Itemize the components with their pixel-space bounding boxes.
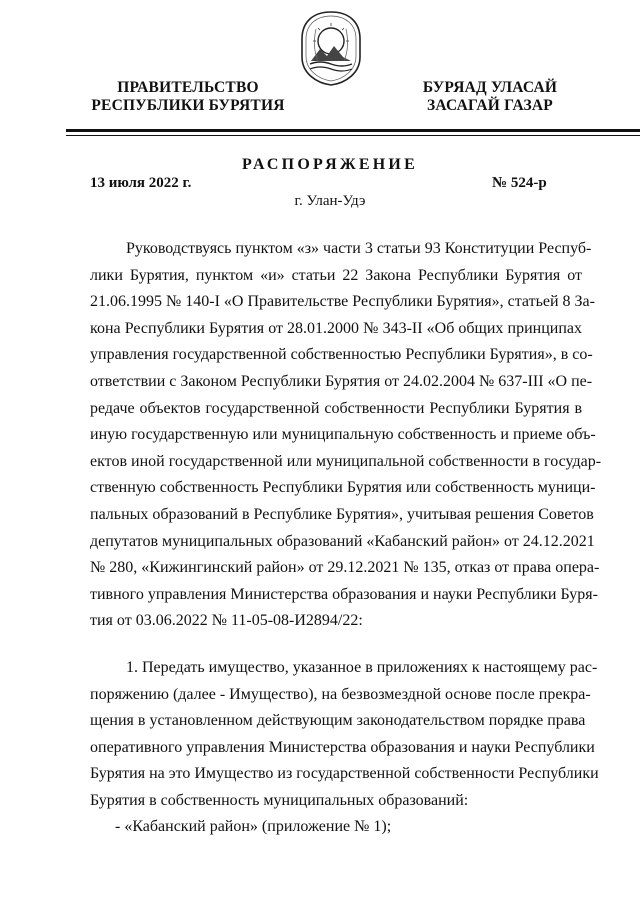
text-line: Бурятия в собственность муниципальных образований: — [90, 791, 469, 809]
text-line: управления государственной собственностью Республики Бурятия», в со- — [90, 346, 593, 364]
government-name-buryat — [400, 79, 580, 115]
org-line: БУРЯАД УЛАСАЙ — [422, 79, 558, 96]
text-line: тия от 03.06.2022 № 11-05-08-И2894/22: — [90, 612, 363, 630]
text-line: тивного управления Министерства образования и науки Республики Буря- — [90, 585, 598, 603]
text-line: иную государственную или муниципальную собственность и приеме объ- — [90, 426, 596, 444]
text-line: кона Республики Бурятия от 28.01.2000 № 343-II «Об общих принципах — [90, 319, 582, 337]
text-line: оперативного управления Министерства образования и науки Республики — [90, 738, 595, 756]
text-line: 1. Передать имущество, указанное в приложениях к настоящему рас- — [126, 659, 598, 676]
document-city: г. Улан-Удэ — [294, 193, 366, 209]
text-line: поряжению (далее - Имущество), на безвозмездной основе после прекра- — [90, 685, 591, 703]
government-name-russian — [88, 79, 288, 115]
header-divider-thick — [66, 129, 640, 132]
clause-1-paragraph — [90, 655, 599, 815]
text-line: 21.06.1995 № 140-I «О Правительстве Республики Бурятия», статьей 8 За- — [90, 293, 595, 311]
list-item: - «Кабанский район» (приложение № 1); — [115, 818, 392, 835]
org-line: РЕСПУБЛИКИ БУРЯТИЯ — [91, 97, 285, 114]
text-line: пальных образований в Республике Бурятия», учитывая решения Советов — [90, 505, 594, 523]
document-date: 13 июля 2022 г. — [90, 175, 192, 191]
document-type: РАСПОРЯЖЕНИЕ — [242, 156, 418, 173]
text-line: ответствии с Законом Республики Бурятия от 24.02.2004 № 637-III «О пе- — [90, 372, 593, 390]
text-line: лики Бурятия, пунктом «и» статьи 22 Закона Республики Бурятия от — [90, 266, 582, 284]
text-line: Руководствуясь пунктом «з» части 3 статьи 93 Конституции Респуб- — [126, 240, 592, 257]
text-line: редаче объектов государственной собственности Республики Бурятия в — [90, 399, 582, 417]
text-line: ектов иной государственной или муниципальной собственности в государ- — [90, 452, 602, 470]
coat-of-arms-icon — [296, 9, 366, 87]
text-line: ственную собственность Республики Бурятия или собственность муници- — [90, 479, 596, 497]
document-number: № 524-р — [492, 175, 547, 191]
text-line: щения в установленном действующим законодательством порядке права — [90, 712, 586, 730]
org-line: ЗАСАГАЙ ГАЗАР — [427, 97, 553, 114]
text-line: Бурятия на это Имущество из государственной собственности Республики — [90, 765, 599, 783]
text-line: депутатов муниципальных образований «Кабанский район» от 24.12.2021 — [90, 532, 595, 550]
org-line: ПРАВИТЕЛЬСТВО — [117, 79, 259, 96]
preamble-paragraph — [90, 236, 602, 635]
text-line: № 280, «Кижингинский район» от 29.12.2021 № 135, отказ от права опера- — [90, 559, 600, 577]
header-divider-thin — [66, 135, 640, 136]
